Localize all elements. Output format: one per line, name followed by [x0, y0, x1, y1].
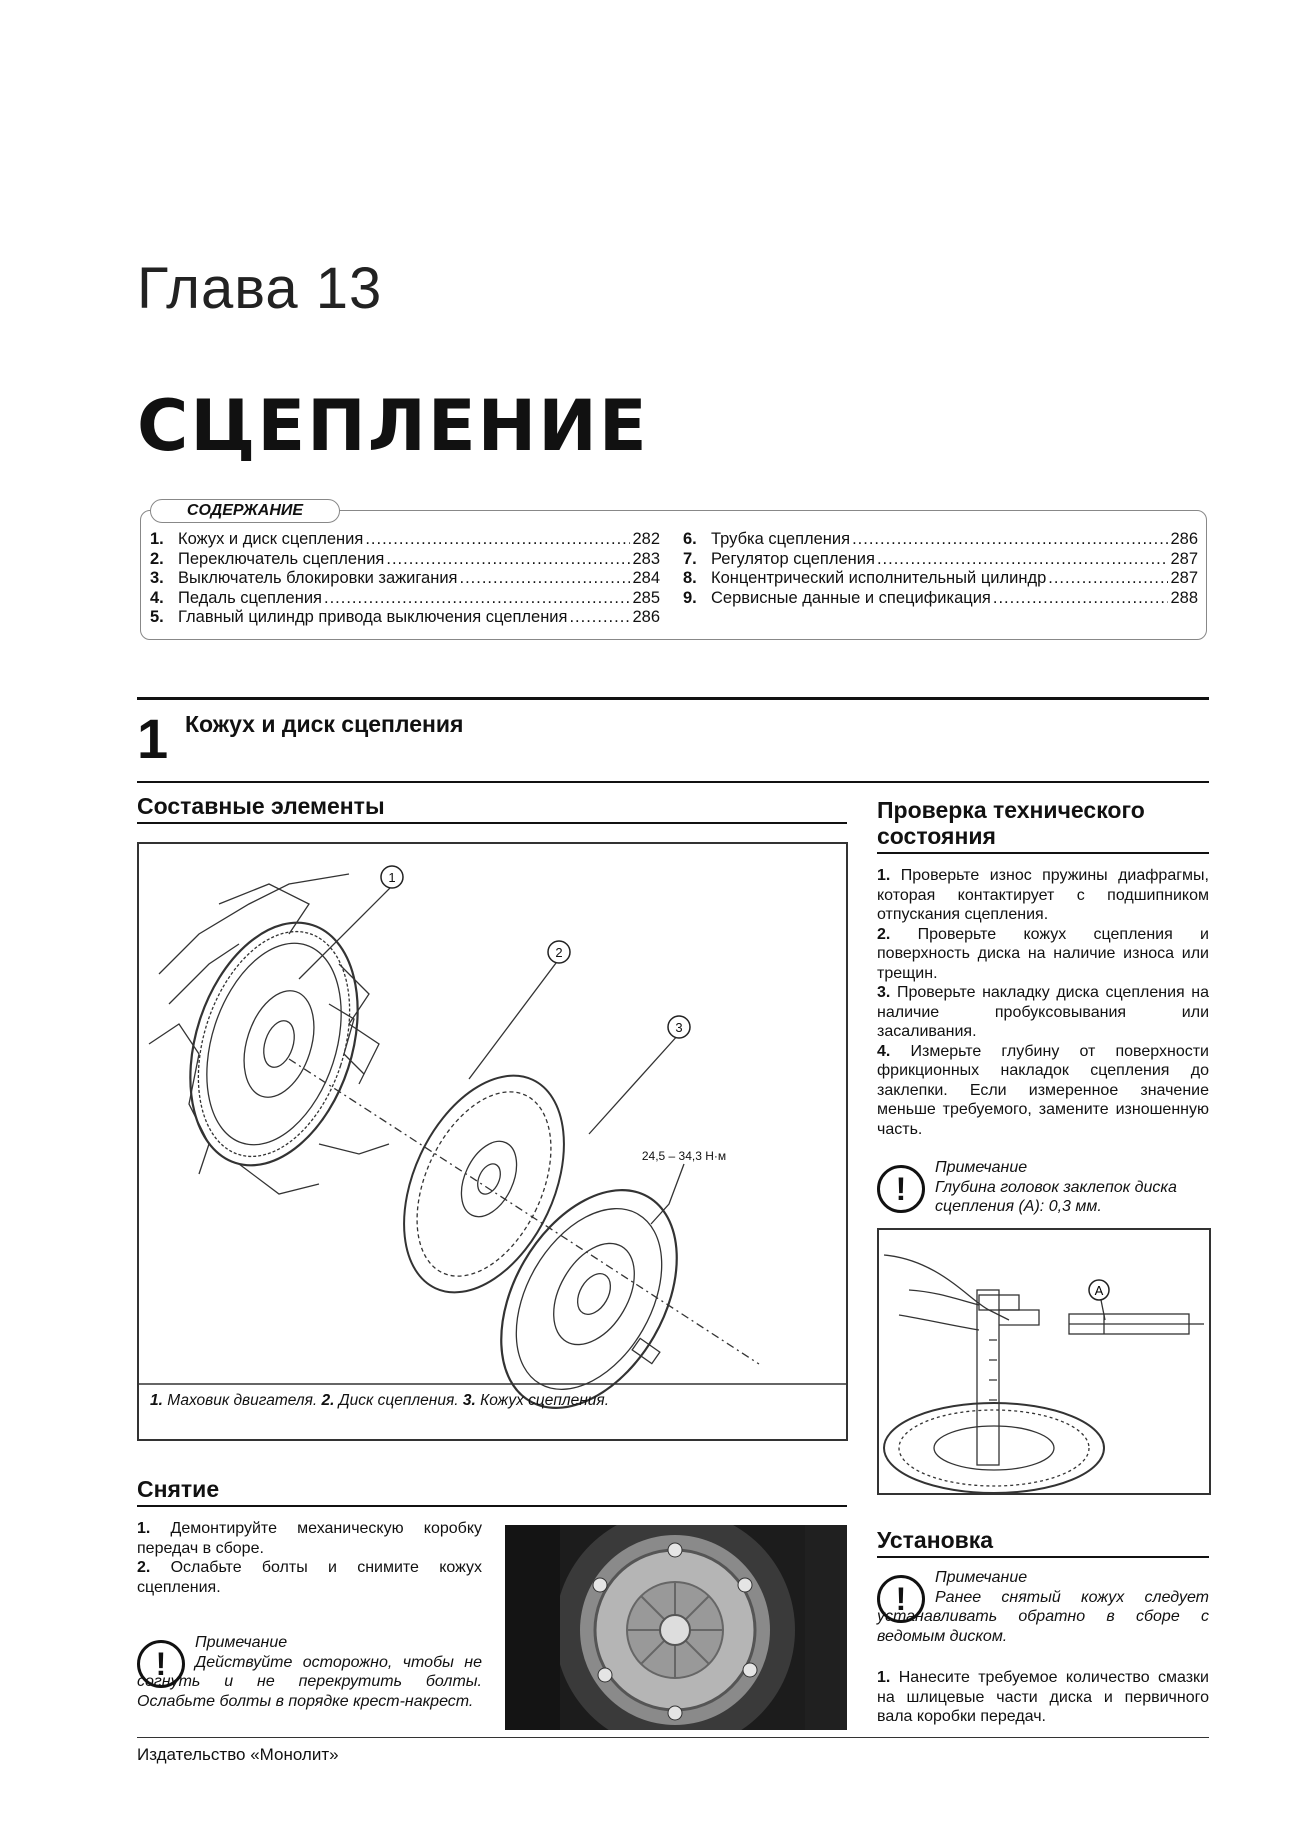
- contents-entry[interactable]: [683, 569, 1198, 589]
- contents-entry-number: 2.: [150, 549, 164, 568]
- inspection-step: 3. Проверьте накладку диска сцепления на наличие пробуксовывания или засаливания.: [877, 984, 1209, 1040]
- label-a: A: [1094, 1283, 1104, 1298]
- contents-leader-dots: [460, 569, 631, 589]
- installation-steps: [877, 1668, 1209, 1727]
- contents-right-column: [683, 530, 1198, 608]
- removal-note: [137, 1633, 482, 1711]
- warning-icon: !: [877, 1575, 925, 1623]
- torque-label: 24,5 – 34,3 Н·м: [641, 1149, 727, 1163]
- section-number: 1: [137, 707, 169, 770]
- inspection-step: 4. Измерьте глубину от поверхности фрикционных накладок сцепления до заклепки. Если измеренное значение меньше требуемого, замените изношенную часть.: [877, 1042, 1209, 1138]
- publisher-footer: Издательство «Монолит»: [137, 1745, 339, 1764]
- contents-entry-page: 282: [632, 530, 660, 548]
- contents-entry[interactable]: [683, 550, 1198, 570]
- contents-leader-dots: [993, 589, 1169, 609]
- inspection-figure: [877, 1228, 1211, 1495]
- removal-note-text: Действуйте осторожно, чтобы не согнуть и не перекрутить болты. Ослабьте болты в порядке крест-накрест.: [137, 1653, 482, 1710]
- contents-entry-text: Выключатель блокировки зажигания: [178, 569, 458, 587]
- installation-heading-rule: [877, 1556, 1209, 1558]
- installation-note: [877, 1568, 1209, 1646]
- callout-2: 2: [555, 945, 563, 960]
- contents-entry-number: 5.: [150, 608, 164, 626]
- components-heading: Составные элементы: [137, 793, 385, 819]
- contents-leader-dots: [324, 589, 630, 609]
- contents-entry-text: Трубка сцепления: [711, 530, 851, 548]
- callout-1: 1: [388, 870, 396, 885]
- contents-entry-text: Педаль сцепления: [178, 588, 322, 607]
- inspection-note-text: Глубина головок заклепок диска сцепления (A): 0,3 мм.: [935, 1178, 1177, 1215]
- removal-note-title: Примечание: [195, 1634, 288, 1651]
- removal-photo: [505, 1525, 847, 1730]
- contents-entry-number: 1.: [150, 530, 164, 548]
- section-top-rule: [137, 697, 1209, 700]
- warning-icon: !: [137, 1640, 185, 1688]
- inspection-steps: [877, 866, 1209, 1139]
- contents-entry-number: 6.: [683, 530, 697, 548]
- section-title: Кожух и диск сцепления: [185, 711, 464, 737]
- contents-entry-number: 9.: [683, 588, 697, 607]
- warning-icon: !: [877, 1165, 925, 1213]
- contents-leader-dots: [386, 550, 630, 570]
- inspection-note: [935, 1158, 1210, 1217]
- contents-leader-dots: [877, 550, 1169, 570]
- components-heading-rule: [137, 822, 847, 824]
- contents-entry-page: 287: [1170, 569, 1198, 587]
- inspection-note-title: Примечание: [935, 1159, 1028, 1176]
- inspection-heading: Проверка технического состояния: [877, 797, 1145, 849]
- contents-entry-number: 3.: [150, 569, 164, 587]
- contents-entry[interactable]: [150, 530, 660, 550]
- contents-entry-text: Переключатель сцепления: [178, 549, 385, 568]
- contents-label: СОДЕРЖАНИЕ: [150, 499, 340, 523]
- inspection-step: 2. Проверьте кожух сцепления и поверхность диска на наличие износа или трещин.: [877, 925, 1209, 982]
- contents-entry[interactable]: [683, 530, 1198, 550]
- installation-note-text: Ранее снятый кожух следует устанавливать обратно в сборе с ведомым диском.: [877, 1588, 1209, 1645]
- section-bottom-rule: [137, 781, 1209, 783]
- removal-heading: Снятие: [137, 1476, 220, 1502]
- contents-leader-dots: [365, 530, 630, 550]
- contents-entry-number: 7.: [683, 549, 697, 568]
- contents-entry-text: Концентрический исполнительный цилиндр: [711, 569, 1047, 587]
- chapter-number: Глава 13: [137, 256, 383, 321]
- removal-step: 2. Ослабьте болты и снимите кожух сцепления.: [137, 1559, 482, 1596]
- contents-entry[interactable]: [150, 608, 660, 628]
- contents-entry[interactable]: [150, 550, 660, 570]
- installation-note-title: Примечание: [935, 1569, 1028, 1586]
- removal-step: 1. Демонтируйте механическую коробку передач в сборе.: [137, 1520, 482, 1557]
- contents-entry-text: Кожух и диск сцепления: [178, 530, 364, 548]
- contents-entry[interactable]: [150, 589, 660, 609]
- clutch-cover-photo: [505, 1525, 847, 1730]
- contents-leader-dots: [852, 530, 1168, 550]
- inspection-heading-rule: [877, 852, 1209, 854]
- caliper-measurement-diagram: [879, 1230, 1209, 1493]
- contents-left-column: [150, 530, 660, 628]
- installation-step: 1. Нанесите требуемое количество смазки на шлицевые части диска и первичного вала коробки передач.: [877, 1669, 1209, 1725]
- contents-entry-page: 286: [632, 608, 660, 626]
- contents-entry-page: 286: [1170, 530, 1198, 548]
- contents-entry-page: 288: [1170, 588, 1198, 607]
- contents-entry[interactable]: [150, 569, 660, 589]
- contents-entry-page: 285: [632, 588, 660, 607]
- contents-entry-page: 284: [632, 569, 660, 587]
- contents-entry-text: Регулятор сцепления: [711, 549, 875, 568]
- removal-heading-rule: [137, 1505, 847, 1507]
- callout-3: 3: [675, 1020, 683, 1035]
- contents-entry-number: 8.: [683, 569, 697, 587]
- contents-entry-text: Главный цилиндр привода выключения сцепления: [178, 608, 568, 626]
- contents-entry[interactable]: [683, 589, 1198, 609]
- contents-entry-text: Сервисные данные и спецификация: [711, 588, 991, 607]
- contents-leader-dots: [1048, 569, 1168, 589]
- clutch-exploded-diagram: [139, 844, 846, 1439]
- chapter-title: СЦЕПЛЕНИЕ: [137, 385, 649, 467]
- contents-entry-page: 283: [632, 549, 660, 568]
- inspection-step: 1. Проверьте износ пружины диафрагмы, которая контактирует с подшипником отпускания сцепления.: [877, 867, 1210, 923]
- contents-entry-number: 4.: [150, 588, 164, 607]
- installation-heading: Установка: [877, 1527, 994, 1553]
- footer-rule: [137, 1737, 1209, 1738]
- components-caption: 1. Маховик двигателя. 2. Диск сцепления. 3. Кожух сцепления.: [150, 1392, 610, 1409]
- contents-entry-page: 287: [1170, 549, 1198, 568]
- components-figure: [137, 842, 848, 1441]
- contents-leader-dots: [569, 608, 630, 628]
- removal-steps: [137, 1519, 482, 1597]
